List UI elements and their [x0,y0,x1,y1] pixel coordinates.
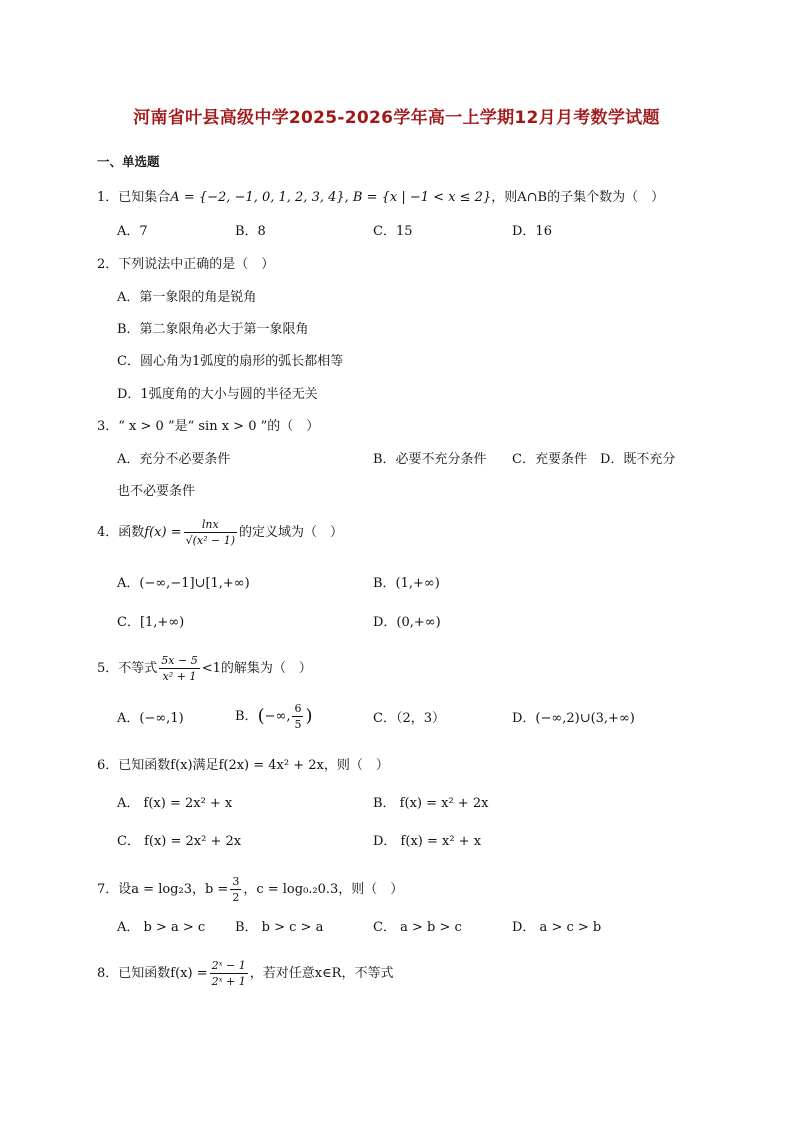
option-c: C．[1,+∞) [117,615,185,630]
option-d: D．既不充分 [600,452,676,467]
option-d: D．(0,+∞) [373,615,441,630]
option-d-wrap: 也不必要条件 [117,484,196,499]
fraction: $\frac{\text{2ˣ − 1}}{\text{2ˣ + 1}}$ [211,959,246,988]
option-b: B． b > c > a [235,920,324,935]
question-2: 2．下列说法中正确的是（ ） [97,257,275,272]
option-a: A． b > a > c [117,920,206,935]
option-a: A．(−∞,1) [117,711,184,726]
option-a: A．第一象限的角是锐角 [117,290,257,305]
section-heading: 一、单选题 [97,154,160,169]
question-7: 7．设a = log₂3，b = $\frac{3}{2}$ ，c = log₀.₂0.3，则（ ） [97,875,404,904]
question-8: 8．已知函数f(x) = $\frac{\text{2ˣ − 1}}{\text{2ˣ + 1}}$ ，若对任意x∈R，不等式 [97,959,394,988]
option-d: D．16 [512,224,552,239]
option-d: D．1弧度角的大小与圆的半径无关 [117,387,318,402]
option-b: B．8 [235,224,266,239]
option-c: C． f(x) = 2x² + 2x [117,834,242,849]
option-c: C．圆心角为1弧度的扇形的弧长都相等 [117,354,344,369]
option-d: D． f(x) = x² + x [373,834,482,849]
question-3: 3．“ x > 0 ”是“ sin x > 0 ”的（ ） [97,419,320,434]
option-b: B．第二象限角必大于第一象限角 [117,322,309,337]
option-d: D．(−∞,2)∪(3,+∞) [512,711,635,726]
option-a: A．充分不必要条件 [117,452,231,467]
option-c: C．15 [373,224,413,239]
question-4: 4．函数f(x) = $\frac{\ln x}{\text{√(x² − 1)}}$ 的定义域为（ ） [97,518,344,547]
option-c: C．充要条件 [512,452,587,467]
question-1: 1．已知集合A = {−2, −1, 0, 1, 2, 3, 4}, B = {x | −1 < x ≤ 2}，则A∩B的子集个数为（ ） [97,190,665,205]
page-title: 河南省叶县高级中学2025-2026学年高一上学期12月月考数学试题 [133,108,660,128]
fraction: $\frac{5x - 5}{\text{x² + 1}}$ [161,654,198,683]
question-6: 6．已知函数f(x)满足f(2x) = 4x² + 2x，则（ ） [97,758,389,773]
fraction: $\frac{3}{2}$ [232,875,240,904]
option-c: C． a > b > c [373,920,462,935]
fraction: $\frac{\ln x}{\text{√(x² − 1)}}$ [185,518,236,547]
option-a: A．7 [117,224,148,239]
option-c: C．（2，3） [373,711,445,726]
question-5: 5．不等式 $\frac{5x - 5}{\text{x² + 1}}$ <1的解集为（ ） [97,654,312,683]
fraction: $\frac{6}{5}$ [294,702,302,731]
option-b: B．(1,+∞) [373,576,440,591]
option-d: D． a > c > b [512,920,602,935]
option-a: A． f(x) = 2x² + x [117,796,233,811]
option-b: B．必要不充分条件 [373,452,487,467]
set-expression: A = {−2, −1, 0, 1, 2, 3, 4}, B = {x | −1 < x ≤ 2} [170,190,492,205]
option-a: A．(−∞,−1]∪[1,+∞) [117,576,250,591]
option-b: B． f(x) = x² + 2x [373,796,489,811]
option-b: B．(−∞, $\frac{6}{5}$ ) [235,702,313,731]
